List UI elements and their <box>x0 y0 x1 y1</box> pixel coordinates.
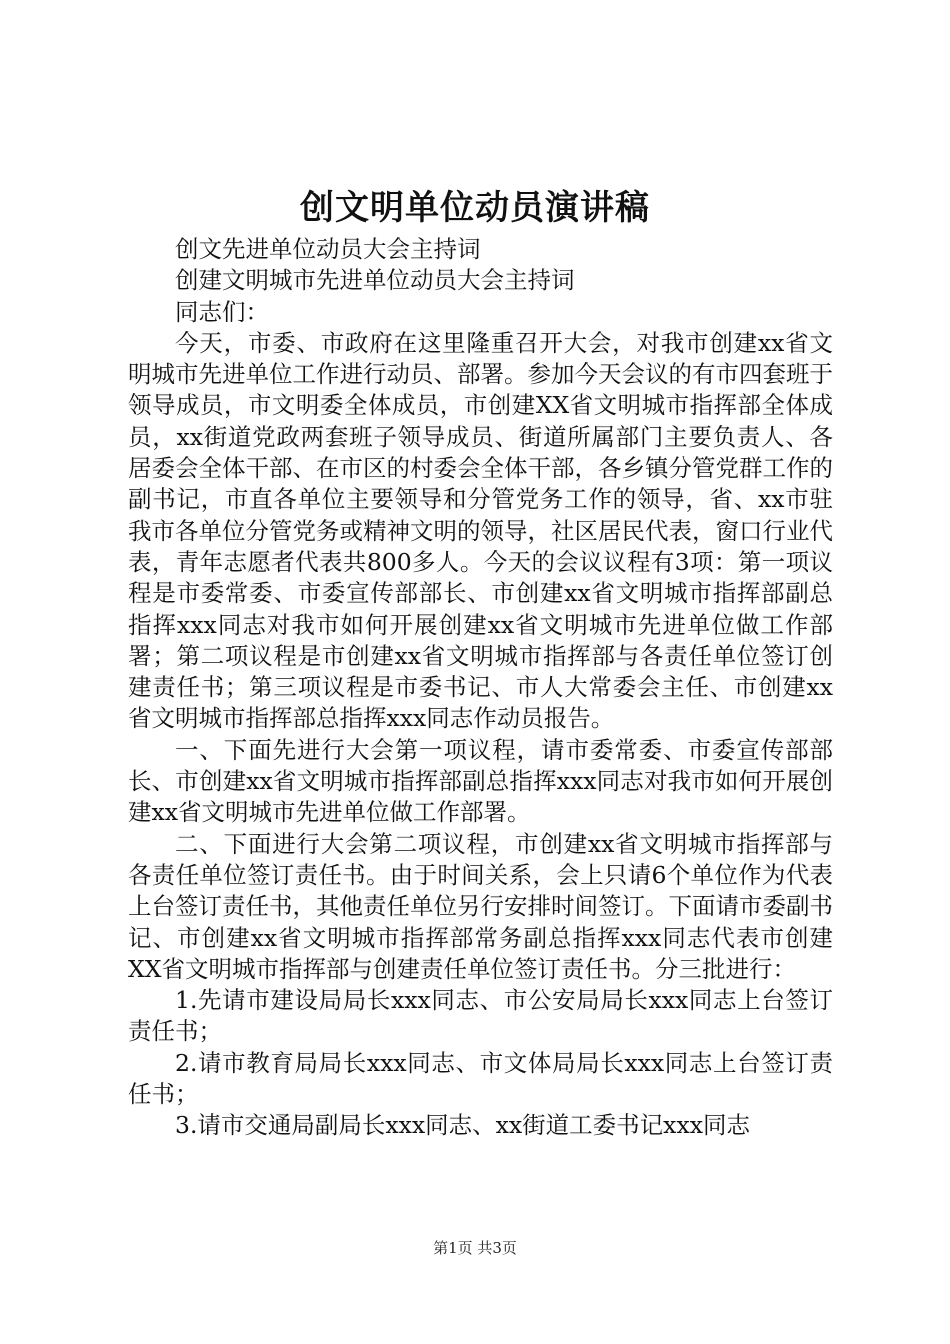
body-paragraph: 二、下面进行大会第二项议程，市创建xx省文明城市指挥部与各责任单位签订责任书。由于时间关系，会上只请6个单位作为代表上台签订责任书，其他责任单位另行安排时间签订。下面请市委副书记、市创建xx省文明城市指挥部常务副总指挥xxx同志代表市创建XX省文明城市指挥部与创建责任单位签订责任书。分三批进行： <box>128 829 833 983</box>
body-paragraph: 3.请市交通局副局长xxx同志、xx街道工委书记xxx同志 <box>175 1111 750 1140</box>
body-paragraph: 同志们： <box>175 297 269 326</box>
page-footer: 第1页 共3页 <box>433 1239 517 1257</box>
body-paragraph: 创文先进单位动员大会主持词 <box>175 235 481 263</box>
body-paragraph: 今天，市委、市政府在这里隆重召开大会，对我市创建xx省文明城市先进单位工作进行动员、部署。参加今天会议的有市四套班于领导成员，市文明委全体成员，市创建XX省文明城市指挥部全体成员，xx街道党政两套班子领导成员、街道所属部门主要负责人、各居委会全体干部、在市区的村委会全体干部，各乡镇分管党群工作的副书记，市直各单位主要领导和分管党务工作的领导，省、xx市驻我市各单位分管党务或精神文明的领导，社区居民代表，窗口行业代表，青年志愿者代表共800多人。今天的会议议程有3项：第一项议程是市委常委、市委宣传部部长、市创建xx省文明城市指挥部副总指挥xxx同志对我市如何开展创建xx省文明城市先进单位做工作部署；第二项议程是市创建xx省文明城市指挥部与各责任单位签订创建责任书；第三项议程是市委书记、市人大常委会主任、市创建xx省文明城市指挥部总指挥xxx同志作动员报告。 <box>128 328 833 733</box>
document-title: 创文明单位动员演讲稿 <box>300 188 650 228</box>
body-paragraph: 1.先请市建设局局长xxx同志、市公安局局长xxx同志上台签订责任书； <box>128 986 833 1046</box>
document-body <box>128 234 833 1142</box>
body-paragraph: 创建文明城市先进单位动员大会主持词 <box>175 266 575 295</box>
body-paragraph: 一、下面先进行大会第一项议程，请市委常委、市委宣传部部长、市创建xx省文明城市指挥部副总指挥xxx同志对我市如何开展创建xx省文明城市先进单位做工作部署。 <box>128 735 833 827</box>
body-paragraph: 2.请市教育局局长xxx同志、市文体局局长xxx同志上台签订责任书； <box>128 1048 833 1109</box>
